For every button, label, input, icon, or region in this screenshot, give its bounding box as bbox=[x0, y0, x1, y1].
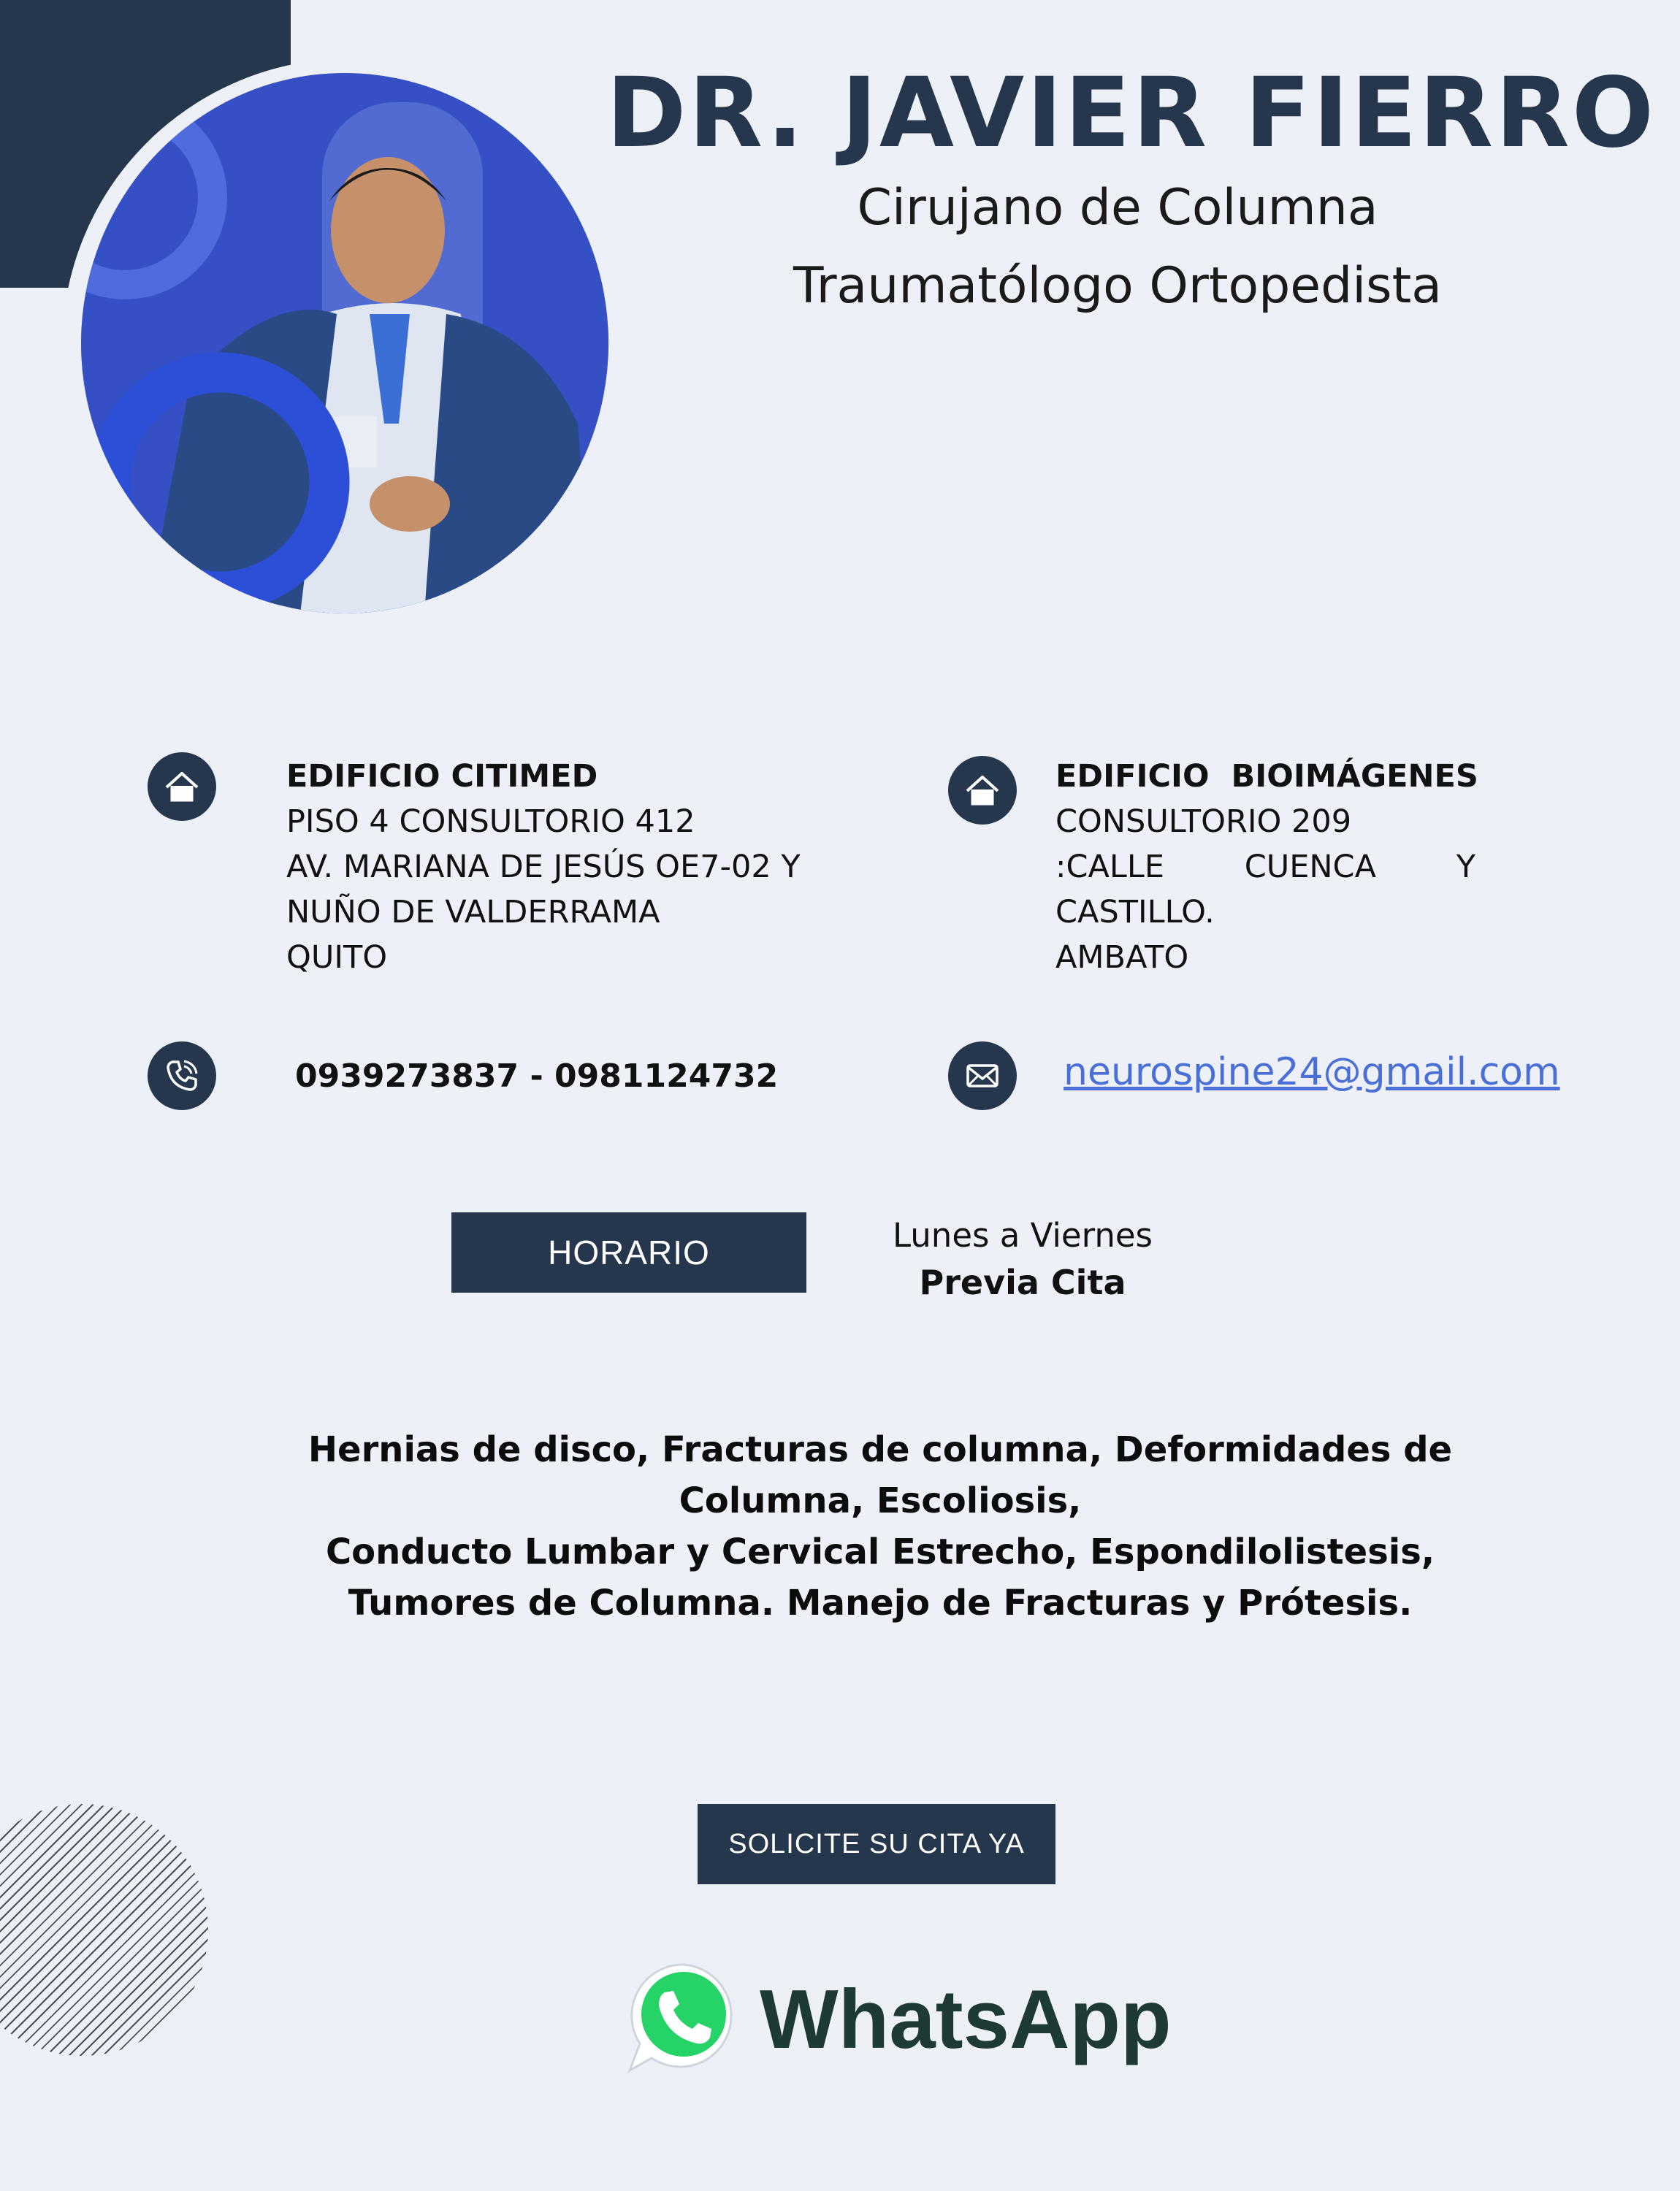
phone-icon bbox=[148, 1041, 216, 1110]
address-word: Y bbox=[1456, 849, 1475, 885]
address-bioimagenes bbox=[1055, 754, 1478, 980]
address-line: AV. MARIANA DE JESÚS OE7-02 Y bbox=[286, 849, 801, 885]
address-line: CONSULTORIO 209 bbox=[1055, 803, 1352, 840]
whatsapp-icon[interactable] bbox=[622, 1957, 743, 2078]
envelope-icon bbox=[948, 1041, 1017, 1110]
address-city: QUITO bbox=[286, 939, 388, 976]
request-appointment-button[interactable]: SOLICITE SU CITA YA bbox=[698, 1804, 1055, 1884]
services-line: Conducto Lumbar y Cervical Estrecho, Espondilolistesis, bbox=[325, 1532, 1435, 1572]
address-line: CASTILLO. bbox=[1055, 894, 1215, 930]
phone-numbers[interactable]: 0939273837 - 0981124732 bbox=[295, 1058, 779, 1095]
horario-button[interactable]: HORARIO bbox=[451, 1212, 806, 1293]
building-name: EDIFICIO BIOIMÁGENES bbox=[1055, 758, 1478, 795]
specialty-orthopedist: Traumatólogo Ortopedista bbox=[793, 257, 1442, 315]
email-link[interactable]: neurospine24@gmail.com bbox=[1064, 1050, 1560, 1094]
address-line: NUÑO DE VALDERRAMA bbox=[286, 894, 660, 930]
address-citimed bbox=[286, 754, 801, 980]
services-line: Columna, Escoliosis, bbox=[679, 1480, 1082, 1521]
home-icon bbox=[948, 756, 1017, 825]
services-list bbox=[278, 1424, 1483, 1629]
address-line: PISO 4 CONSULTORIO 412 bbox=[286, 803, 695, 840]
doctor-name: DR. JAVIER FIERRO bbox=[606, 57, 1657, 169]
hatched-circle-decoration bbox=[0, 1804, 208, 2056]
services-line: Hernias de disco, Fracturas de columna, Deformidades de bbox=[308, 1429, 1453, 1470]
schedule-info bbox=[840, 1212, 1205, 1306]
home-icon bbox=[148, 752, 216, 821]
services-line: Tumores de Columna. Manejo de Fracturas y Prótesis. bbox=[348, 1583, 1413, 1624]
schedule-days: Lunes a Viernes bbox=[893, 1216, 1153, 1255]
building-name: EDIFICIO CITIMED bbox=[286, 758, 598, 795]
address-line bbox=[1055, 844, 1475, 890]
address-city: AMBATO bbox=[1055, 939, 1189, 976]
schedule-note: Previa Cita bbox=[919, 1263, 1126, 1302]
address-word: CUENCA bbox=[1244, 849, 1376, 885]
specialty-spine-surgeon: Cirujano de Columna bbox=[857, 179, 1378, 237]
doctor-photo bbox=[81, 73, 608, 613]
whatsapp-label[interactable]: WhatsApp bbox=[760, 1973, 1172, 2066]
address-word: :CALLE bbox=[1055, 849, 1165, 885]
